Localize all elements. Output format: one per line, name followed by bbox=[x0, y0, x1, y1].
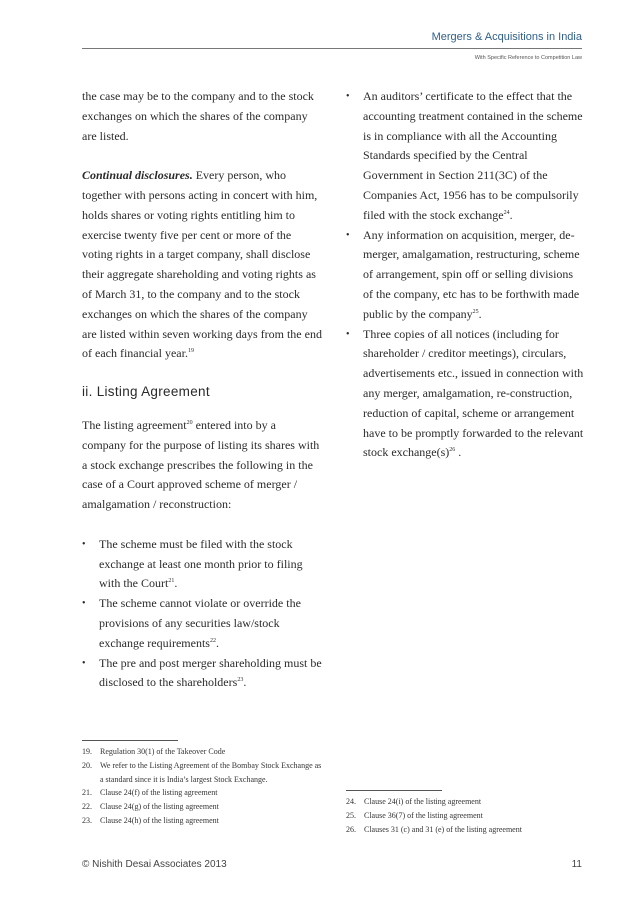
list-item-text: Three copies of all notices (including for shareholder / creditor meetings), circulars, advertisements etc., issued in connection with any merger, amalgamation, re-construction, reduction of capital, scheme or arrangement have to be promptly forwarded to the relevant stock exchange(s) bbox=[363, 326, 584, 460]
footnote-text: Clause 24(f) of the listing agreement bbox=[100, 788, 218, 798]
section-heading: ii. Listing Agreement bbox=[82, 384, 210, 400]
footnote-ref[interactable]: 25 bbox=[472, 308, 479, 315]
right-column bbox=[346, 87, 586, 463]
listing-agreement-paragraph bbox=[82, 416, 322, 515]
list-item bbox=[82, 535, 322, 594]
footnote-text: Clause 24(i) of the listing agreement bbox=[364, 797, 482, 806]
footnote-ref[interactable]: 23 bbox=[237, 677, 244, 684]
footnote-number: 21. bbox=[82, 788, 92, 798]
list-item-text: The pre and post merger shareholding must be disclosed to the shareholders bbox=[99, 655, 322, 690]
footnote-ref[interactable]: 26 bbox=[449, 447, 456, 454]
list-item bbox=[346, 226, 586, 325]
list-item-text: The scheme must be filed with the stock exchange at least one month prior to filing with the Court bbox=[99, 536, 303, 591]
footnote-ref[interactable]: 22 bbox=[209, 637, 216, 644]
header-divider bbox=[82, 48, 582, 49]
footnote-divider-right bbox=[346, 790, 442, 791]
footnote bbox=[82, 745, 322, 759]
list-item-tail: . bbox=[174, 576, 178, 591]
list-item-text: Any information on acquisition, merger, de-merger, amalgamation, restructuring, scheme of arrangement, spin off or selling divisions of the company, etc has to be forthwith made public by the company bbox=[363, 227, 580, 321]
footnote-text: We refer to the Listing Agreement of the Bombay Stock Exchange as a standard since it is India’s largest Stock Exchange. bbox=[100, 760, 322, 784]
header-title: Mergers & Acquisitions in India bbox=[431, 31, 582, 43]
footnote-ref[interactable]: 20 bbox=[186, 419, 193, 426]
footnote bbox=[346, 823, 586, 837]
list-item-tail: . bbox=[455, 445, 462, 460]
footnote bbox=[82, 814, 322, 828]
footnote-ref[interactable]: 21 bbox=[168, 578, 175, 585]
footnote-number: 25. bbox=[346, 810, 356, 820]
footnote-text: Regulation 30(1) of the Takeover Code bbox=[100, 747, 226, 756]
list-item-tail: . bbox=[478, 306, 482, 321]
footnote bbox=[82, 786, 322, 800]
footnote-number: 24. bbox=[346, 797, 356, 806]
footnote-number: 23. bbox=[82, 815, 92, 825]
footnote-text: Clause 36(7) of the listing agreement bbox=[364, 810, 483, 820]
list-item-tail: . bbox=[215, 635, 219, 650]
continual-disclosures-paragraph bbox=[82, 166, 322, 364]
footnote-text: Clauses 31 (c) and 31 (e) of the listing agreement bbox=[364, 824, 522, 834]
continual-disclosures-text: Every person, who together with persons acting in concert with him, holds shares or voting rights entitling him to exercise twenty five per cent or more of the voting rights in a target company, shall disclose their aggregate shareholding and voting rights as of March 31, to the company and to the stock exchanges on which the shares of the company are listed within seven working days from the end of each financial year. bbox=[82, 168, 322, 361]
list-item-tail: . bbox=[509, 207, 513, 222]
footnote bbox=[82, 759, 322, 787]
list-item bbox=[82, 654, 322, 694]
list-item-tail: . bbox=[243, 675, 247, 690]
footnote-text: Clause 24(h) of the listing agreement bbox=[100, 815, 219, 825]
listing-agreement-text-a: The listing agreement bbox=[82, 417, 187, 432]
header-subtitle: With Specific Reference to Competition Law bbox=[474, 55, 582, 61]
continual-disclosures-label: Continual disclosures. bbox=[82, 168, 193, 183]
list-item bbox=[346, 325, 586, 464]
footnote-ref[interactable]: 19 bbox=[187, 348, 194, 355]
footnote-number: 20. bbox=[82, 760, 92, 770]
footnote-ref[interactable]: 24 bbox=[503, 209, 510, 216]
list-item-text: The scheme cannot violate or override the provisions of any securities law/stock exchange requirements bbox=[99, 596, 301, 650]
footnote-text: Clause 24(g) of the listing agreement bbox=[100, 802, 219, 812]
intro-paragraph: the case may be to the company and to the stock exchanges on which the shares of the company are listed. bbox=[82, 89, 314, 143]
list-item bbox=[82, 594, 322, 653]
footnote-divider-left bbox=[82, 740, 178, 741]
footnote-number: 26. bbox=[346, 824, 356, 834]
list-item bbox=[346, 87, 586, 226]
footnote-number: 22. bbox=[82, 802, 92, 812]
footnote bbox=[346, 809, 586, 823]
list-item-text: An auditors’ certificate to the effect that the accounting treatment contained in the scheme is in compliance with all the Accounting Standards specified by the Central Government in Section 211(3C) of the Companies Act, 1956 has to be compulsorily filed with the stock exchange bbox=[363, 89, 583, 222]
footnote bbox=[82, 800, 322, 814]
left-bullet-list bbox=[82, 535, 322, 693]
footnote-number: 19. bbox=[82, 747, 92, 756]
footnotes-right bbox=[346, 795, 586, 836]
right-bullet-list bbox=[346, 87, 586, 463]
page-number: 11 bbox=[571, 859, 582, 870]
footnote bbox=[346, 795, 586, 809]
left-column bbox=[82, 87, 322, 693]
listing-agreement-text-b: entered into by a company for the purpose of listing its shares with a stock exchange prescribes the following in the case of a Court approved scheme of merger / amalgamation / reconstruction: bbox=[82, 417, 320, 512]
footnotes-left bbox=[82, 745, 322, 828]
footer-copyright: © Nishith Desai Associates 2013 bbox=[82, 859, 227, 870]
